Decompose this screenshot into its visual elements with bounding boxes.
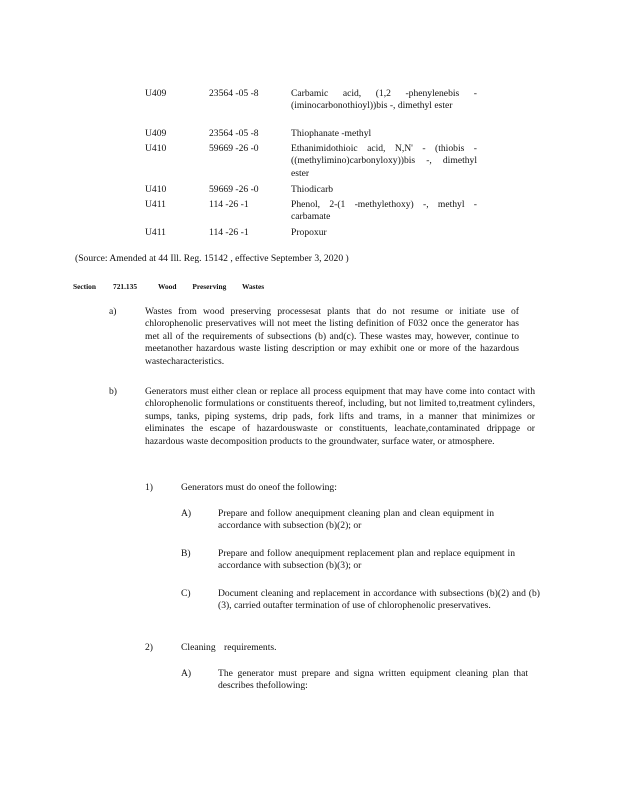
paragraph-b2-label: 2) [145, 642, 153, 653]
paragraph-b1C-text: Document cleaning and replacement in accordance with subsections (b)(2) and (b)(3), carried outafter termination of use of chlorophenolic preservatives. [218, 588, 540, 612]
paragraph-b1C-label: C) [181, 588, 191, 599]
paragraph-b-text: Generators must either clean or replace all process equipment that may have come into contact with chlorophenolic formulations or constituents thereof, including, but not limited to,treatment cylinders, sumps, tanks, piping systems, drip pads, fork lifts and trams, in a manner that minimizes or eliminates the escape of hazardouswaste or constituents, leachate,contaminated drippage or hazardous waste decomposition products to the groundwater, surface water, or atmosphere. [145, 386, 535, 447]
table-row-4-code: U410 [145, 184, 167, 195]
table-row-6-name: Propoxur [291, 227, 327, 238]
paragraph-b1-text: Generators must do oneof the following: [181, 482, 337, 493]
section-number: 721.135 [113, 282, 138, 291]
paragraph-b1-label: 1) [145, 482, 153, 493]
paragraph-a-label: a) [109, 306, 117, 317]
table-row-4-cas: 59669 -26 -0 [209, 184, 259, 195]
table-row-1-cas: 23564 -05 -8 [209, 88, 259, 99]
paragraph-b2A-text: The generator must prepare and signa written equipment cleaning plan that describes thefollowing: [218, 668, 528, 692]
table-row-3-cas: 59669 -26 -0 [209, 143, 259, 154]
table-row-2-cas: 23564 -05 -8 [209, 128, 259, 139]
table-row-1-code: U409 [145, 88, 167, 99]
table-row-3-code: U410 [145, 143, 167, 154]
table-row-1-name: Carbamic acid, (1,2 -phenylenebis - (iminocarbonothioyl))bis -, dimethyl ester [291, 88, 477, 112]
table-row-3-name: Ethanimidothioic acid, N,N' - (thiobis - ((methylimino)carbonyloxy))bis -, dimethyl ester [291, 143, 477, 179]
section-title: Wood Preserving Wastes [158, 282, 265, 291]
paragraph-b1A-label: A) [181, 508, 192, 519]
table-row-4-name: Thiodicarb [291, 184, 334, 195]
section-label: Section [73, 282, 96, 291]
table-row-6-code: U411 [145, 227, 166, 238]
paragraph-b1B-label: B) [181, 548, 191, 559]
table-row-5-cas: 114 -26 -1 [209, 199, 249, 210]
table-row-2-name: Thiophanate -methyl [291, 128, 372, 139]
table-row-2-code: U409 [145, 128, 167, 139]
source-note: (Source: Amended at 44 Ill. Reg. 15142 , effective September 3, 2020 ) [75, 253, 349, 264]
table-row-5-code: U411 [145, 199, 166, 210]
table-row-6-cas: 114 -26 -1 [209, 227, 249, 238]
paragraph-a-text: Wastes from wood preserving processesat plants that do not resume or initiate use of chlorophenolic preservatives will not meet the listing definition of F032 once the generator has met all of the requirements of subsections (b) and(c). These wastes may, however, continue to meetanother hazardous waste listing description or may exhibit one or more of the hazardous wastecharacteristics. [145, 306, 519, 367]
table-row-5-name: Phenol, 2-(1 -methylethoxy) -, methyl - carbamate [291, 199, 477, 223]
paragraph-b2A-label: A) [181, 668, 192, 679]
paragraph-b2-text: Cleaning requirements. [181, 642, 277, 653]
paragraph-b1B-text: Prepare and follow anequipment replacement plan and replace equipment in accordance with subsection (b)(3); or [218, 548, 515, 572]
paragraph-b1A-text: Prepare and follow anequipment cleaning plan and clean equipment in accordance with subsection (b)(2); or [218, 508, 494, 532]
paragraph-b-label: b) [109, 386, 117, 397]
